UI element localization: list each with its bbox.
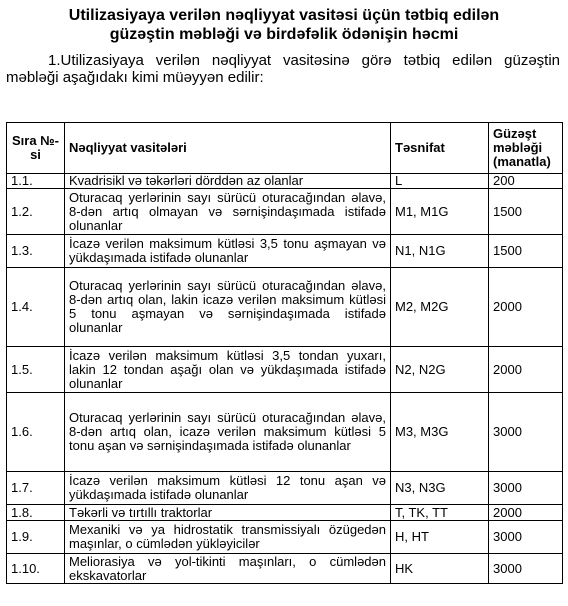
row-category: N1, N1G [391, 235, 489, 268]
title-line-1: Utilizasiyaya verilən nəqliyyat vasitəsi üçün tətbiq edilən [68, 7, 500, 24]
row-amount: 3000 [489, 521, 563, 554]
row-amount: 1500 [489, 235, 563, 268]
document-title [10, 6, 558, 44]
header-category: Təsnifat [391, 123, 489, 174]
row-number: 1.7. [7, 472, 65, 505]
table-row [7, 472, 563, 505]
row-number: 1.6. [7, 393, 65, 472]
row-description: Təkərli və tırtıllı traktorlar [65, 505, 391, 521]
header-no: Sıra №-si [7, 123, 65, 174]
row-category: M2, M2G [391, 268, 489, 347]
table-row [7, 235, 563, 268]
intro-paragraph: 1.Utilizasiyaya verilən nəqliyyat vasitəsinə görə tətbiq edilən güzəştin məbləği aşağıdakı kimi müəyyən edilir: [6, 52, 560, 86]
table-row [7, 189, 563, 235]
row-category: T, TK, TT [391, 505, 489, 521]
row-description: Oturacaq yerlərinin sayı sürücü oturacağından əlavə, 8-dən artıq olan, lakin icazə verilən maksimum kütləsi 5 tonu aşmayan və sərnişindaşımada istifadə olunanlar [65, 268, 391, 347]
row-number: 1.2. [7, 189, 65, 235]
table-row [7, 174, 563, 189]
row-amount: 3000 [489, 393, 563, 472]
row-description: Kvadrisikl və təkərləri dörddən az olanlar [65, 174, 391, 189]
row-number: 1.10. [7, 554, 65, 584]
header-amount: Güzəşt məbləği (manatla) [489, 123, 563, 174]
table-row [7, 554, 563, 584]
row-category: L [391, 174, 489, 189]
row-description: Meliorasiya və yol-tikinti maşınları, o cümlədən ekskavatorlar [65, 554, 391, 584]
discount-table [6, 122, 563, 584]
row-category: HK [391, 554, 489, 584]
row-number: 1.5. [7, 347, 65, 393]
row-number: 1.9. [7, 521, 65, 554]
row-number: 1.4. [7, 268, 65, 347]
document-page [0, 6, 568, 606]
table-body [7, 174, 563, 584]
row-amount: 3000 [489, 472, 563, 505]
row-category: N2, N2G [391, 347, 489, 393]
row-description: İcazə verilən maksimum kütləsi 12 tonu aşan və yükdaşımada istifadə olunanlar [65, 472, 391, 505]
table-row [7, 505, 563, 521]
row-amount: 1500 [489, 189, 563, 235]
table-header-row [7, 123, 563, 174]
table-row [7, 347, 563, 393]
row-category: N3, N3G [391, 472, 489, 505]
row-amount: 2000 [489, 347, 563, 393]
table-row [7, 268, 563, 347]
row-description: İcazə verilən maksimum kütləsi 3,5 tonu aşmayan və yükdaşımada istifadə olunanlar [65, 235, 391, 268]
table-row [7, 393, 563, 472]
row-number: 1.8. [7, 505, 65, 521]
row-number: 1.1. [7, 174, 65, 189]
header-vehicles: Nəqliyyat vasitələri [65, 123, 391, 174]
row-description: Oturacaq yerlərinin sayı sürücü oturacağından əlavə, 8-dən artıq olan, icazə verilən maksimum kütləsi 5 tonu aşan və sərnişindaşımada istifadə olunanlar [65, 393, 391, 472]
table-row [7, 521, 563, 554]
row-amount: 2000 [489, 268, 563, 347]
row-amount: 2000 [489, 505, 563, 521]
row-amount: 200 [489, 174, 563, 189]
row-description: Oturacaq yerlərinin sayı sürücü oturacağından əlavə, 8-dən artıq olmayan və sərnişindaşımada istifadə olunanlar [65, 189, 391, 235]
row-description: Mexaniki və ya hidrostatik transmissiyalı özügedən maşınlar, o cümlədən yükləyicilər [65, 521, 391, 554]
title-line-2: güzəştin məbləği və birdəfəlik ödənişin həcmi [109, 26, 459, 43]
row-category: M3, M3G [391, 393, 489, 472]
row-amount: 3000 [489, 554, 563, 584]
row-description: İcazə verilən maksimum kütləsi 3,5 tondan yuxarı, lakin 12 tondan aşağı olan və yükdaşımada istifadə olunanlar [65, 347, 391, 393]
row-category: M1, M1G [391, 189, 489, 235]
row-category: H, HT [391, 521, 489, 554]
row-number: 1.3. [7, 235, 65, 268]
